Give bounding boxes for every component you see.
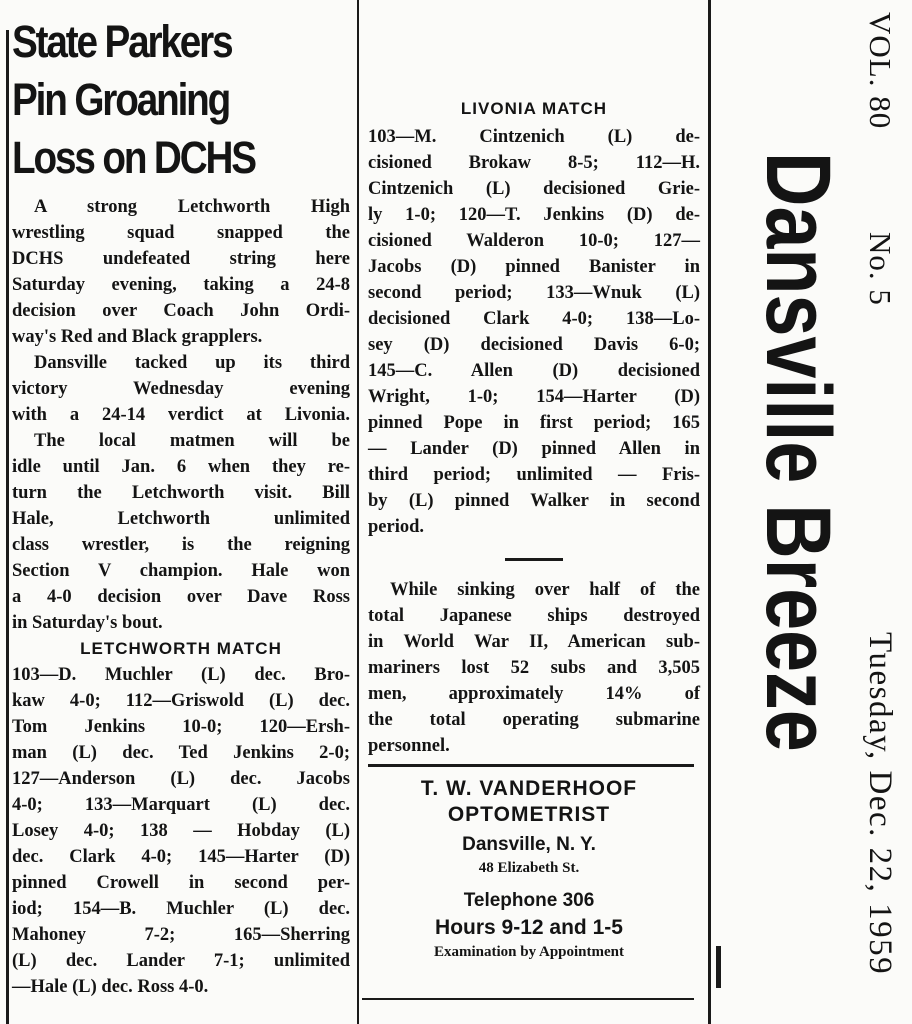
- filler-line: men, approximately 14% of: [368, 684, 700, 704]
- article-column-right: [368, 96, 700, 759]
- ad-title: OPTOMETRIST: [447, 803, 611, 826]
- result-line: ly 1-0; 120—T. Jenkins (D) de-: [368, 205, 700, 225]
- headline-line: Loss on DCHS: [12, 132, 255, 183]
- result-line: iod; 154—B. Muchler (L) dec.: [12, 899, 350, 919]
- masthead: [740, 12, 900, 1017]
- submarine-filler: [368, 577, 700, 759]
- issue-number: No. 5: [863, 232, 898, 306]
- result-line: pinned Pope in first period; 165: [368, 413, 700, 433]
- livonia-match-heading: LIVONIA MATCH: [460, 99, 608, 118]
- result-line: Jacobs (D) pinned Banister in: [368, 257, 700, 277]
- result-line: 4-0; 133—Marquart (L) dec.: [12, 795, 350, 815]
- livonia-results: [368, 124, 700, 540]
- ad-hours: Hours 9-12 and 1-5: [435, 916, 623, 939]
- body-line: a 4-0 decision over Dave Ross: [12, 587, 350, 607]
- issue-date: Tuesday, Dec. 22, 1959: [862, 632, 898, 976]
- result-line: by (L) pinned Walker in second: [368, 491, 700, 511]
- result-line: Losey 4-0; 138 — Hobday (L): [12, 821, 350, 841]
- body-line: decision over Coach John Ordi-: [12, 301, 350, 321]
- result-line: 127—Anderson (L) dec. Jacobs: [12, 769, 350, 789]
- body-line: Saturday evening, taking a 24-8: [12, 275, 350, 295]
- body-line: Section V champion. Hale won: [12, 561, 350, 581]
- body-line: wrestling squad snapped the: [12, 223, 350, 243]
- result-line: 103—D. Muchler (L) dec. Bro-: [12, 665, 350, 685]
- ad-appointment: Examination by Appointment: [433, 944, 625, 960]
- body-line: way's Red and Black grapplers.: [12, 327, 263, 347]
- ad-bottom-rule: [362, 998, 694, 1000]
- result-line: second period; 133—Wnuk (L): [368, 283, 700, 303]
- body-line: with a 24-14 verdict at Livonia.: [12, 405, 350, 425]
- body-line: turn the Letchworth visit. Bill: [12, 483, 350, 503]
- result-line: 145—C. Allen (D) decisioned: [368, 361, 700, 381]
- ad-right-mark: [716, 946, 721, 988]
- optometrist-ad: [360, 766, 698, 962]
- result-line: Cintzenich (L) decisioned Grie-: [368, 179, 700, 199]
- body-line: victory Wednesday evening: [12, 379, 350, 399]
- filler-line: in World War II, American sub-: [368, 632, 700, 652]
- body-line: class wrestler, is the reigning: [12, 535, 350, 555]
- body-line: A strong Letchworth High: [34, 197, 350, 217]
- ad-city: Dansville, N. Y.: [462, 834, 596, 855]
- headline-line: Pin Groaning: [12, 74, 230, 125]
- result-line: Tom Jenkins 10-0; 120—Ersh-: [12, 717, 350, 737]
- result-line: (L) dec. Lander 7-1; unlimited: [12, 951, 350, 971]
- column-rule-right: [708, 0, 711, 1024]
- headline-line: State Parkers: [12, 16, 232, 67]
- body-line: DCHS undefeated string here: [12, 249, 350, 269]
- result-line: — Lander (D) pinned Allen in: [368, 439, 700, 459]
- result-line: man (L) dec. Ted Jenkins 2-0;: [12, 743, 350, 763]
- result-line: period.: [368, 517, 425, 537]
- filler-line: personnel.: [368, 736, 450, 756]
- column-rule-left: [6, 30, 9, 1024]
- article-body: [12, 194, 350, 636]
- filler-line: total Japanese ships destroyed: [368, 606, 700, 626]
- section-divider: [505, 558, 563, 561]
- filler-line: While sinking over half of the: [390, 580, 700, 600]
- result-line: cisioned Brokaw 8-5; 112—H.: [368, 153, 700, 173]
- result-line: —Hale (L) dec. Ross 4-0.: [12, 977, 209, 997]
- ad-street: 48 Elizabeth St.: [478, 860, 580, 876]
- body-line: in Saturday's bout.: [12, 613, 163, 633]
- result-line: Wright, 1-0; 154—Harter (D): [368, 387, 700, 407]
- article-column-left: [12, 14, 350, 1000]
- result-line: third period; unlimited — Fris-: [368, 465, 700, 485]
- column-rule-middle: [357, 0, 359, 1024]
- ad-phone: Telephone 306: [463, 890, 595, 911]
- result-line: Mahoney 7-2; 165—Sherring: [12, 925, 350, 945]
- ad-name: T. W. VANDERHOOF: [420, 777, 638, 800]
- body-line: idle until Jan. 6 when they re-: [12, 457, 350, 477]
- result-line: decisioned Clark 4-0; 138—Lo-: [368, 309, 700, 329]
- result-line: kaw 4-0; 112—Griswold (L) dec.: [12, 691, 350, 711]
- newspaper-name: Dansville Breeze: [747, 152, 849, 752]
- result-line: 103—M. Cintzenich (L) de-: [368, 127, 700, 147]
- result-line: sey (D) decisioned Davis 6-0;: [368, 335, 700, 355]
- article-headline: [12, 14, 303, 188]
- volume-number: VOL. 80: [863, 12, 898, 130]
- result-line: pinned Crowell in second per-: [12, 873, 350, 893]
- letchworth-results: [12, 662, 350, 1000]
- filler-line: mariners lost 52 subs and 3,505: [368, 658, 700, 678]
- letchworth-match-heading: LETCHWORTH MATCH: [80, 639, 282, 658]
- body-line: Dansville tacked up its third: [34, 353, 350, 373]
- filler-line: the total operating submarine: [368, 710, 700, 730]
- body-line: The local matmen will be: [34, 431, 350, 451]
- result-line: cisioned Walderon 10-0; 127—: [368, 231, 700, 251]
- result-line: dec. Clark 4-0; 145—Harter (D): [12, 847, 350, 867]
- body-line: Hale, Letchworth unlimited: [12, 509, 350, 529]
